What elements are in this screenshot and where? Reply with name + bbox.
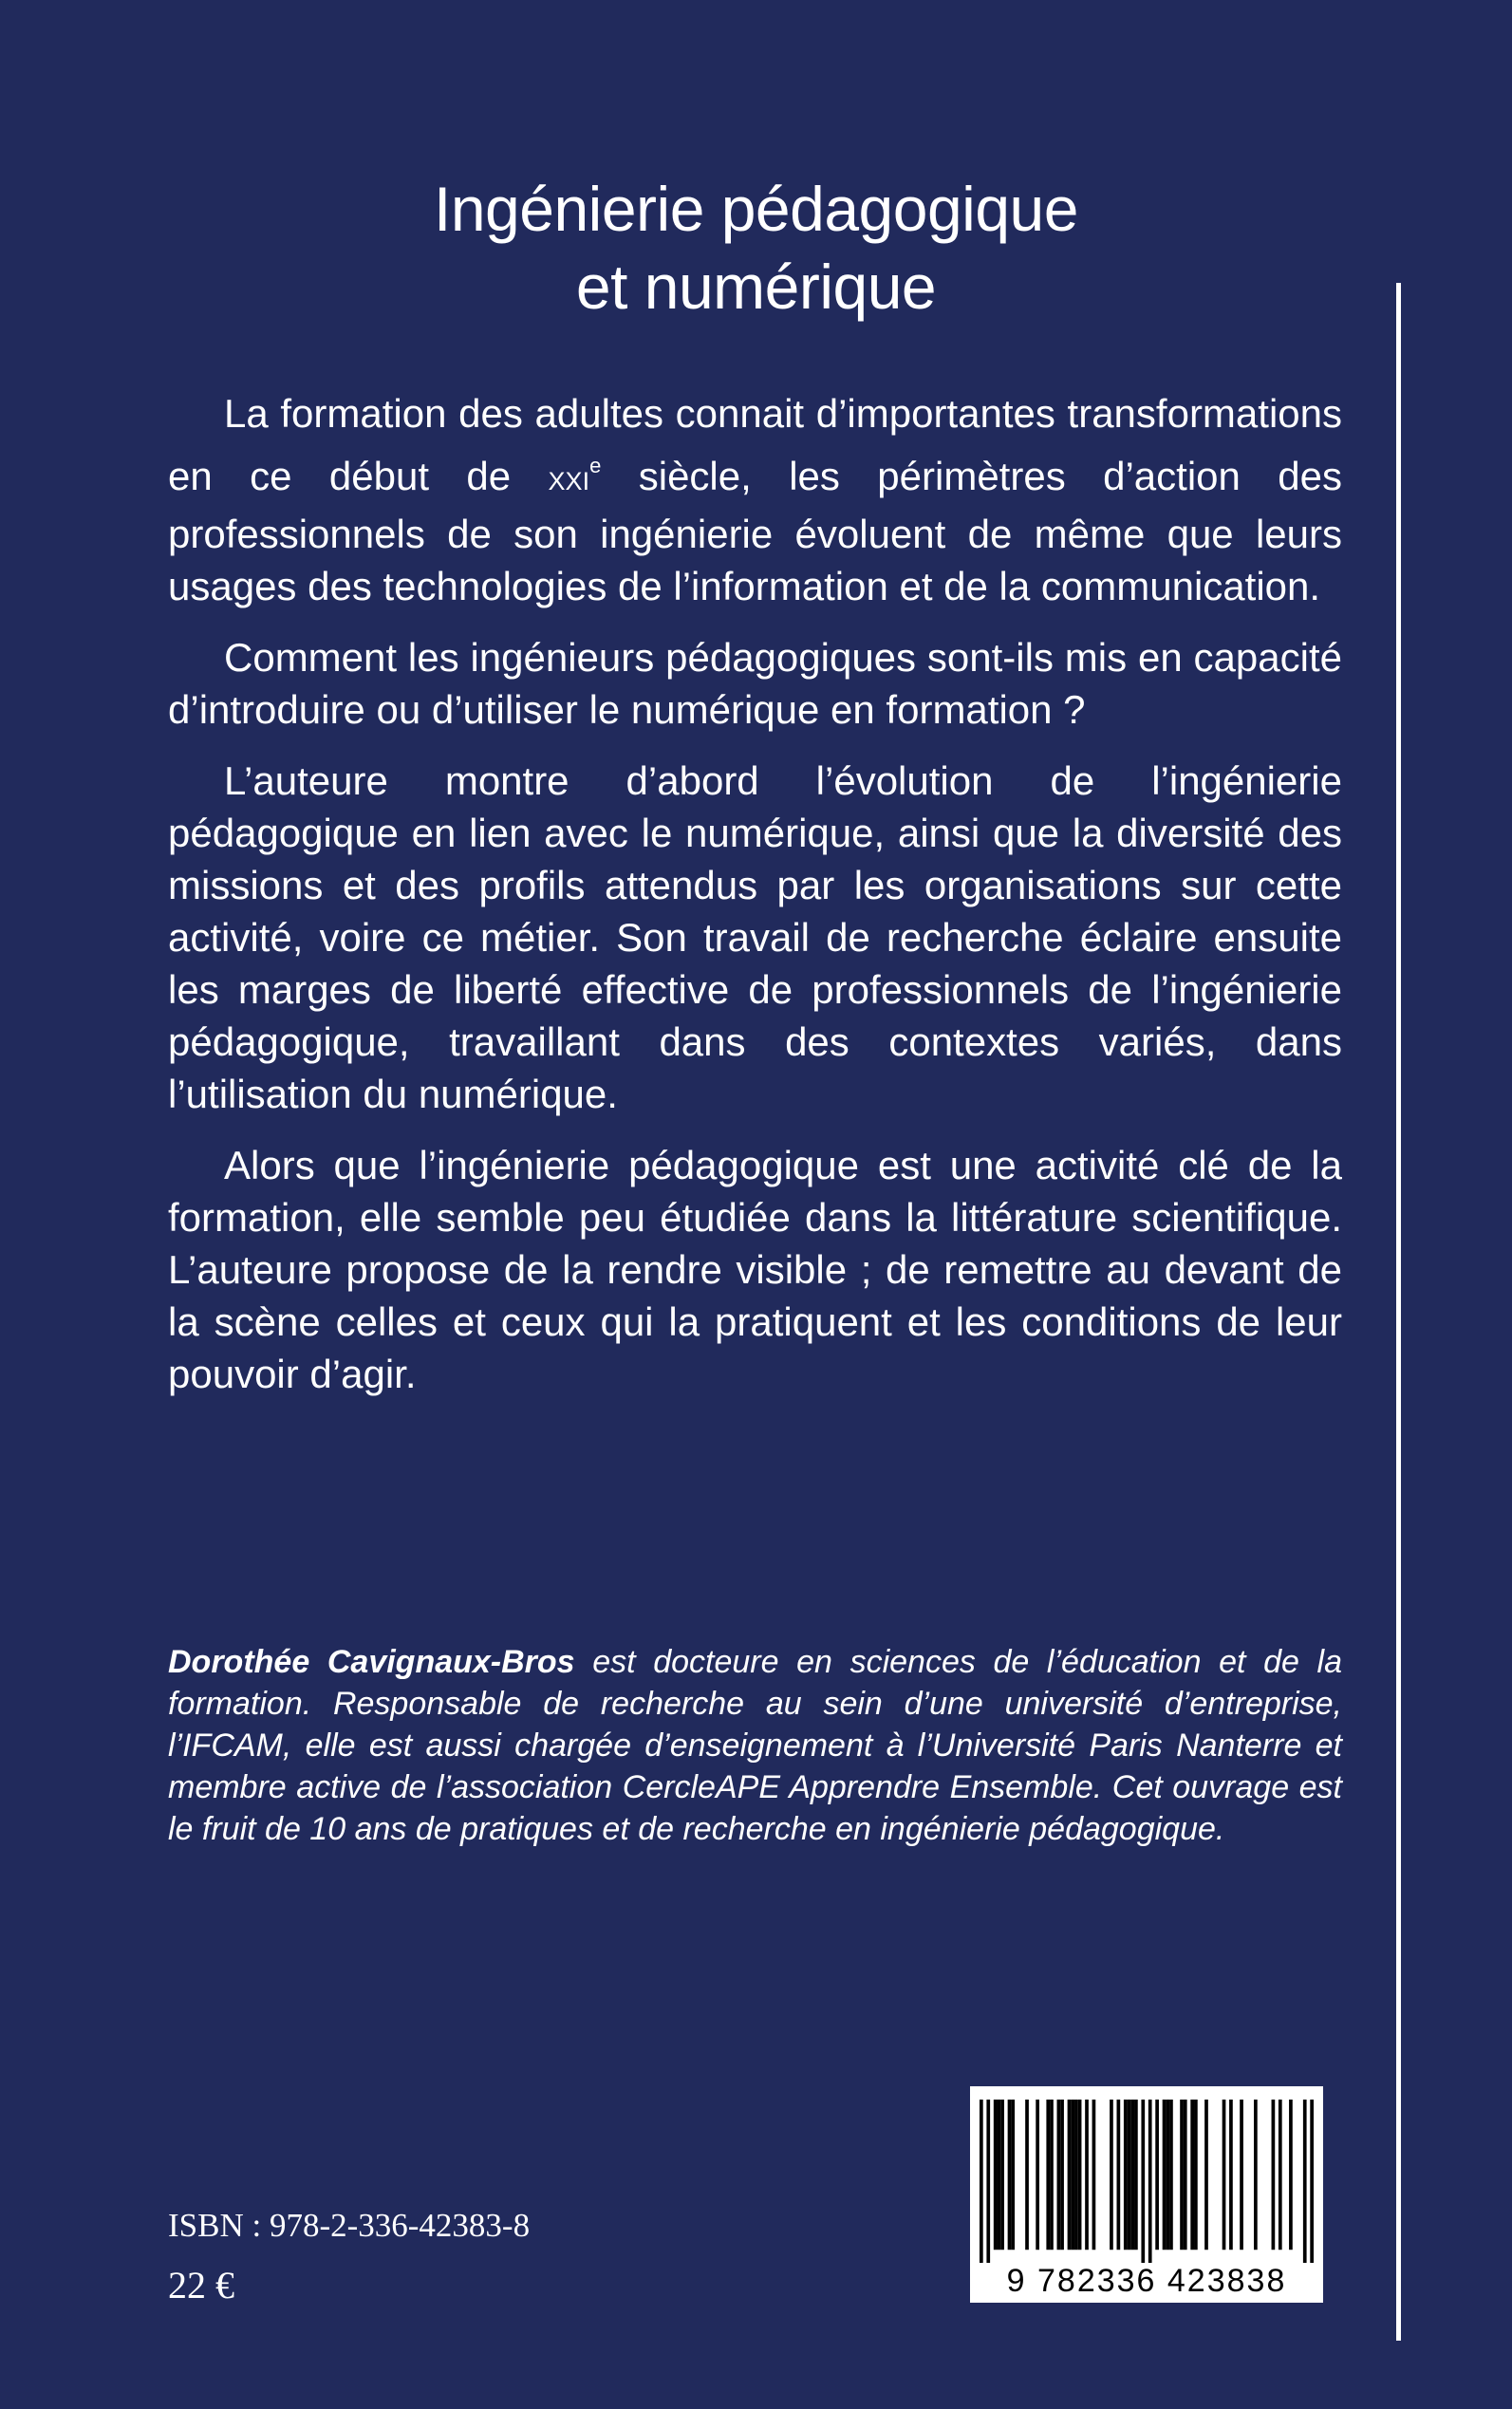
barcode-bar — [1068, 2100, 1072, 2250]
barcode-bar — [1085, 2100, 1089, 2250]
barcode-bar — [1071, 2100, 1074, 2250]
barcode-bar — [1011, 2100, 1015, 2250]
barcode-bar — [1124, 2100, 1128, 2250]
barcode-bar — [998, 2100, 1001, 2250]
barcode-panel — [970, 2086, 1323, 2303]
barcode-bar — [1155, 2100, 1159, 2250]
barcode-bar — [1194, 2100, 1198, 2250]
century-superscript: e — [589, 454, 602, 477]
barcode-bar — [1148, 2100, 1152, 2263]
barcode-bar — [1279, 2100, 1282, 2250]
barcode-bar — [1223, 2100, 1226, 2250]
book-title — [0, 170, 1512, 326]
barcode-bar — [980, 2100, 983, 2263]
price: 22 € — [168, 2264, 234, 2306]
author-bio-text: est docteure en sciences de l’éducation et de la formation. Responsable de recherche au sein d’une université d’entreprise, l’IFCAM, elle est aussi chargée d’enseignement à l’Université Paris Nanterre et membre active de l’association CercleAPE Apprendre Ensemble. Cet ouvrage est le fruit de 10 ans de pratiques et de recherche en ingénierie pédagogique. — [168, 1644, 1343, 1847]
barcode-bar — [1289, 2100, 1293, 2250]
barcode-bar — [1163, 2100, 1167, 2250]
barcode-bar — [1184, 2100, 1187, 2250]
title-line-2: et numérique — [575, 252, 937, 323]
barcode-bar — [1254, 2100, 1258, 2250]
barcode-bar — [1050, 2100, 1054, 2250]
barcode-bar — [1190, 2100, 1194, 2250]
decorative-vertical-rule — [1396, 283, 1401, 2341]
barcode-bar — [1229, 2100, 1233, 2250]
barcode-bar — [1128, 2100, 1131, 2250]
barcode-bar — [1117, 2100, 1121, 2250]
barcode-bar — [986, 2100, 990, 2263]
barcode-bar — [1060, 2100, 1064, 2250]
barcode-bar — [1110, 2100, 1113, 2250]
barcode-bar — [1008, 2100, 1012, 2250]
barcode-bar — [994, 2100, 998, 2250]
barcode-bar — [1240, 2100, 1243, 2250]
isbn: ISBN : 978-2-336-42383-8 — [168, 2207, 531, 2244]
title-line-1: Ingénierie pédagogique — [434, 174, 1078, 245]
century-numeral: XXI — [548, 467, 590, 495]
summary-paragraph-2: Comment les ingénieurs pédagogiques sont-ils mis en capacité d’introduire ou d’utiliser le numérique en formation ? — [168, 635, 1342, 732]
summary-paragraph-4: Alors que l’ingénierie pédagogique est une activité clé de la formation, elle semble peu étudiée dans la littérature scientifique. L’auteure propose de la rendre visible ; de remettre au devant de la scène celles et ceux qui la pratiquent et les conditions de leur pouvoir d’agir. — [168, 1143, 1342, 1396]
summary-paragraph-3: L’auteure montre d’abord l’évolution de l’ingénierie pédagogique en lien avec le numérique, ainsi que la diversité des missions et des profils attendus par les organisations sur cette activité, voire ce métier. Son travail de recherche éclaire ensuite les marges de liberté effective de professionnels de l’ingénierie pédagogique, travaillant dans des contextes variés, dans l’utilisation du numérique. — [168, 758, 1342, 1116]
barcode-bar — [1046, 2100, 1050, 2250]
barcode-bar — [1025, 2100, 1029, 2250]
barcode-bar — [1310, 2100, 1314, 2263]
ean13-barcode-icon — [980, 2100, 1314, 2263]
author-bio — [168, 1641, 1342, 1850]
barcode-bar — [1141, 2100, 1145, 2263]
author-name: Dorothée Cavignaux-Bros — [168, 1644, 575, 1680]
barcode-bar — [1272, 2100, 1276, 2250]
barcode-bar — [1134, 2100, 1138, 2250]
summary-text — [168, 387, 1342, 1419]
barcode-digits: 9 782336 423838 — [1006, 2263, 1287, 2299]
barcode-bar — [1074, 2100, 1078, 2250]
barcode-bar — [1078, 2100, 1082, 2250]
barcode-bar — [1169, 2100, 1173, 2250]
summary-p1-end: siècle, les périmètres d’action des professionnels de son ingénierie évoluent de même que leurs usages des technologies de l’information et de la communication. — [168, 454, 1342, 608]
barcode-bar — [1166, 2100, 1169, 2250]
barcode-bar — [1180, 2100, 1184, 2250]
barcode-bar — [1204, 2100, 1208, 2250]
barcode-bar — [1000, 2100, 1004, 2250]
barcode-bar — [1036, 2100, 1039, 2250]
barcode-bar — [1092, 2100, 1096, 2250]
summary-p1-start: La formation des adultes connait d’importantes transformations en ce début de — [168, 391, 1342, 498]
barcode-bar — [1130, 2100, 1134, 2250]
barcode-bar — [1303, 2100, 1307, 2263]
summary-paragraph-1 — [168, 387, 1342, 612]
barcode-bar — [1057, 2100, 1061, 2250]
